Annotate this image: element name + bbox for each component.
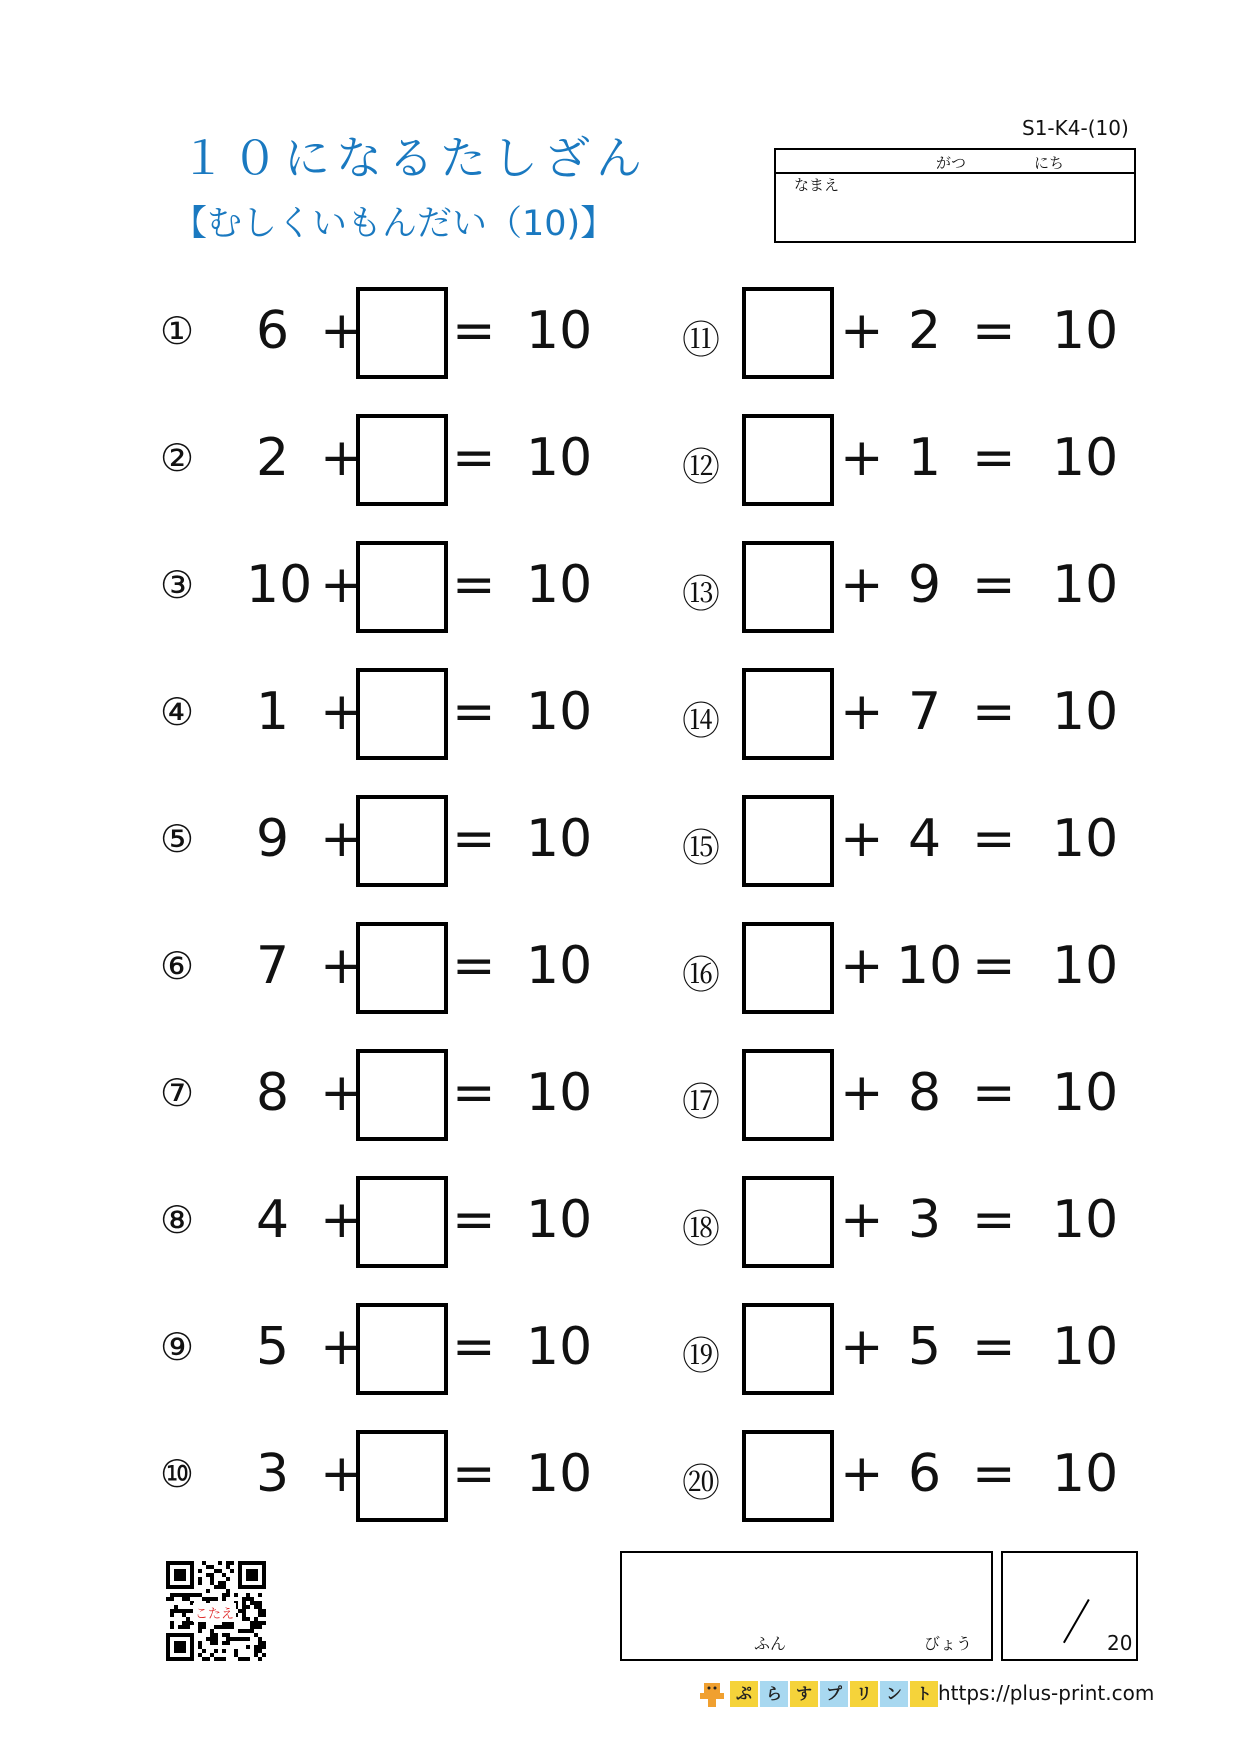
addend: 7	[256, 936, 290, 996]
page-subtitle: 【むしくいもんだい（10)】	[172, 204, 616, 244]
result: 10	[526, 809, 593, 869]
problem-number: ⑰	[682, 1080, 721, 1124]
addend: 6	[908, 1444, 942, 1504]
equals-sign: =	[452, 301, 496, 361]
problem-number: ⑤	[160, 817, 195, 861]
plus-sign: +	[840, 1317, 884, 1377]
answer-box[interactable]	[742, 795, 834, 887]
addend: 6	[256, 301, 290, 361]
plus-sign: +	[840, 1444, 884, 1504]
problem-number: ⑩	[160, 1452, 195, 1496]
result: 10	[1052, 555, 1119, 615]
answer-box[interactable]	[742, 1303, 834, 1395]
problem-number: ③	[160, 563, 195, 607]
problem-number: ⑨	[160, 1325, 195, 1369]
result: 10	[1052, 936, 1119, 996]
problem-row	[0, 1430, 1240, 1526]
equals-sign: =	[452, 682, 496, 742]
problem-number: ②	[160, 436, 195, 480]
answer-box[interactable]	[742, 668, 834, 760]
answer-box[interactable]	[742, 1430, 834, 1522]
answer-box[interactable]	[742, 922, 834, 1014]
equals-sign: =	[452, 936, 496, 996]
problem-number: ⑦	[160, 1071, 195, 1115]
seconds-label: びょう	[924, 1634, 973, 1653]
plus-sign: +	[320, 555, 364, 615]
addend: 10	[246, 555, 313, 615]
result: 10	[1052, 682, 1119, 742]
logo-char: ン	[880, 1681, 908, 1707]
problem-row	[0, 287, 1240, 383]
equals-sign: =	[972, 1063, 1016, 1123]
problem-number: ①	[160, 309, 195, 353]
problem-number: ⑳	[682, 1461, 721, 1505]
result: 10	[526, 301, 593, 361]
score-slash	[1063, 1599, 1090, 1643]
equals-sign: =	[972, 1444, 1016, 1504]
equals-sign: =	[972, 1190, 1016, 1250]
plus-sign: +	[320, 428, 364, 488]
addend: 1	[908, 428, 942, 488]
problem-row	[0, 1049, 1240, 1145]
plus-sign: +	[840, 301, 884, 361]
addend: 3	[256, 1444, 290, 1504]
result: 10	[1052, 1317, 1119, 1377]
score-total: 20	[1107, 1631, 1133, 1655]
time-box[interactable]	[620, 1551, 993, 1661]
day-label: にち	[1034, 154, 1065, 172]
problem-number: ⑭	[682, 699, 721, 743]
addend: 8	[256, 1063, 290, 1123]
result: 10	[1052, 301, 1119, 361]
plus-sign: +	[840, 1063, 884, 1123]
plus-sign: +	[320, 809, 364, 869]
addend: 9	[908, 555, 942, 615]
result: 10	[526, 1190, 593, 1250]
name-label: なまえ	[794, 176, 840, 194]
problem-number: ⑥	[160, 944, 195, 988]
result: 10	[526, 1063, 593, 1123]
equals-sign: =	[972, 1317, 1016, 1377]
problem-number: ⑧	[160, 1198, 195, 1242]
equals-sign: =	[452, 1444, 496, 1504]
addend: 3	[908, 1190, 942, 1250]
plus-sign: +	[840, 428, 884, 488]
result: 10	[526, 1444, 593, 1504]
addend: 8	[908, 1063, 942, 1123]
logo-char: ト	[910, 1681, 938, 1707]
plus-sign: +	[320, 301, 364, 361]
addend: 4	[256, 1190, 290, 1250]
answer-box[interactable]	[742, 1176, 834, 1268]
answer-box[interactable]	[742, 414, 834, 506]
result: 10	[1052, 1190, 1119, 1250]
mascot-icon	[700, 1681, 724, 1707]
plus-sign: +	[840, 1190, 884, 1250]
logo-char: ら	[760, 1681, 788, 1707]
equals-sign: =	[452, 1317, 496, 1377]
equals-sign: =	[452, 809, 496, 869]
equals-sign: =	[972, 682, 1016, 742]
equals-sign: =	[972, 555, 1016, 615]
problem-row	[0, 1176, 1240, 1272]
equals-sign: =	[972, 809, 1016, 869]
addend: 10	[896, 936, 963, 996]
problem-number: ⑬	[682, 572, 721, 616]
logo-char: ぷ	[730, 1681, 758, 1707]
answer-box[interactable]	[742, 541, 834, 633]
addend: 5	[256, 1317, 290, 1377]
plus-sign: +	[320, 936, 364, 996]
result: 10	[1052, 809, 1119, 869]
equals-sign: =	[452, 555, 496, 615]
problem-number: ⑯	[682, 953, 721, 997]
plus-sign: +	[840, 936, 884, 996]
answer-box[interactable]	[742, 287, 834, 379]
addend: 9	[256, 809, 290, 869]
minutes-label: ふん	[754, 1634, 787, 1653]
result: 10	[526, 1317, 593, 1377]
equals-sign: =	[972, 301, 1016, 361]
site-url[interactable]: https://plus-print.com	[938, 1681, 1155, 1705]
logo-char: プ	[820, 1681, 848, 1707]
addend: 4	[908, 809, 942, 869]
page-title: １０になるたしざん	[180, 131, 648, 185]
score-box[interactable]	[1001, 1551, 1138, 1661]
qr-answer-label: こたえ	[193, 1603, 236, 1622]
logo-char: す	[790, 1681, 818, 1707]
plus-sign: +	[320, 682, 364, 742]
plus-sign: +	[840, 809, 884, 869]
result: 10	[526, 682, 593, 742]
problem-number: ④	[160, 690, 195, 734]
problem-row	[0, 668, 1240, 764]
problem-row	[0, 1303, 1240, 1399]
plus-sign: +	[320, 1190, 364, 1250]
plus-sign: +	[320, 1444, 364, 1504]
equals-sign: =	[452, 1190, 496, 1250]
brand-logo[interactable]	[700, 1678, 940, 1710]
problem-number: ⑱	[682, 1207, 721, 1251]
result: 10	[1052, 1444, 1119, 1504]
problem-row	[0, 922, 1240, 1018]
addend: 2	[908, 301, 942, 361]
addend: 1	[256, 682, 290, 742]
equals-sign: =	[972, 936, 1016, 996]
result: 10	[1052, 428, 1119, 488]
plus-sign: +	[840, 682, 884, 742]
problem-number: ⑪	[682, 318, 721, 362]
name-date-box[interactable]	[774, 148, 1136, 243]
problem-number: ⑫	[682, 445, 721, 489]
result: 10	[526, 428, 593, 488]
addend: 2	[256, 428, 290, 488]
result: 10	[526, 555, 593, 615]
worksheet-code: S1-K4-(10)	[1022, 116, 1129, 140]
plus-sign: +	[320, 1317, 364, 1377]
addend: 5	[908, 1317, 942, 1377]
result: 10	[1052, 1063, 1119, 1123]
plus-sign: +	[320, 1063, 364, 1123]
problem-row	[0, 414, 1240, 510]
problem-row	[0, 795, 1240, 891]
month-label: がつ	[936, 154, 967, 172]
answer-box[interactable]	[742, 1049, 834, 1141]
addend: 7	[908, 682, 942, 742]
plus-sign: +	[840, 555, 884, 615]
logo-char: リ	[850, 1681, 878, 1707]
equals-sign: =	[972, 428, 1016, 488]
problem-row	[0, 541, 1240, 637]
equals-sign: =	[452, 428, 496, 488]
result: 10	[526, 936, 593, 996]
equals-sign: =	[452, 1063, 496, 1123]
problem-number: ⑮	[682, 826, 721, 870]
problem-number: ⑲	[682, 1334, 721, 1378]
logo-text	[730, 1681, 940, 1707]
